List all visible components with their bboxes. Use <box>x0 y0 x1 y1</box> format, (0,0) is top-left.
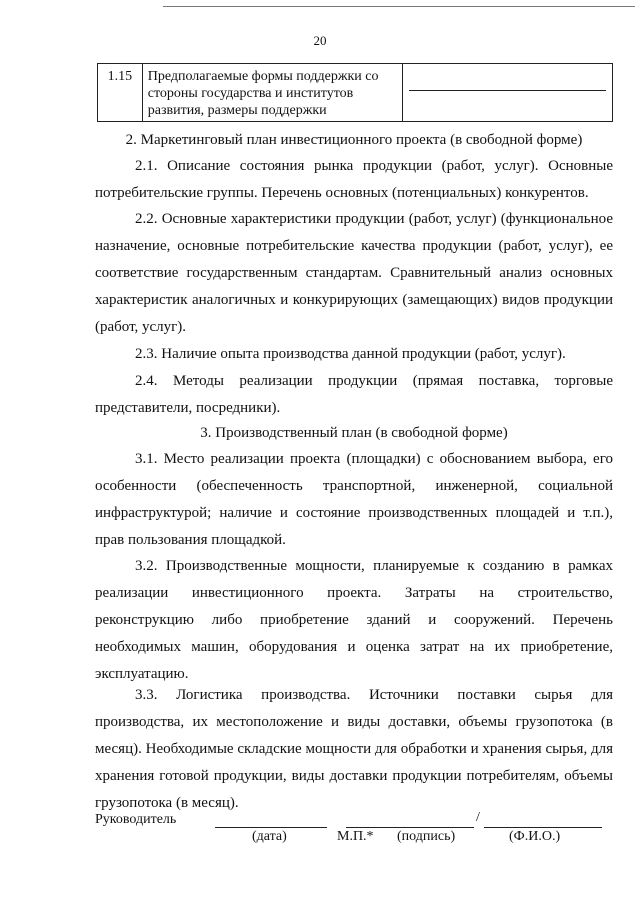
row-number: 1.15 <box>98 64 143 122</box>
slash: / <box>476 810 480 825</box>
section3-paragraph-3: 3.3. Логистика производства. Источники поставки сырья для производства, их местоположение и виды доставки, объемы грузопотока (в месяц). Необходимые складские мощности для обработки и хранения сырья, для хранения готовой продукции, виды доставки продукции потребителям, объемы грузопотока (в месяц). <box>95 687 613 811</box>
section2-paragraph-4: 2.4. Методы реализации продукции (прямая поставка, торговые представители, посредники). <box>95 373 613 416</box>
section2-paragraph-2: 2.2. Основные характеристики продукции (работ, услуг) (функциональное назначение, основные потребительские качества продукции (работ, услуг), ее соответствие государственным стандартам. Сравнительный анализ основных характеристик аналогичных и конкурирующих (замещающих) видов продукции (работ, услуг). <box>95 211 613 335</box>
section2-heading: 2. Маркетинговый план инвестиционного проекта (в свободной форме) <box>125 132 583 148</box>
section3-paragraph-2: 3.2. Производственные мощности, планируемые к созданию в рамках реализации инвестиционного проекта. Затраты на строительство, реконструкцию либо приобретение зданий и сооружений. Перечень необходимых машин, оборудования и оценка затрат на их приобретение, эксплуатацию. <box>95 558 613 682</box>
signature-label: (подпись) <box>397 829 456 844</box>
signature-role: Руководитель <box>95 812 177 827</box>
section2-paragraph-3: 2.3. Наличие опыта производства данной продукции (работ, услуг). <box>135 346 566 362</box>
header-rule <box>163 6 635 7</box>
stamp-label: М.П.* <box>337 829 374 844</box>
row-label: Предполагаемые формы поддержки со стороны государства и институтов развития, размеры поддержки <box>142 64 402 122</box>
name-label: (Ф.И.О.) <box>509 829 561 844</box>
section2-paragraph-1: 2.1. Описание состояния рынка продукции (работ, услуг). Основные потребительские группы. Перечень основных (потенциальных) конкурентов. <box>95 158 613 201</box>
section3-paragraph-1: 3.1. Место реализации проекта (площадки) с обоснованием выбора, его особенности (обеспеченность транспортной, инженерной, социальной инфраструктурой; наличие и состояние производственных площадей и т.п.), прав пользования площадкой. <box>95 451 613 548</box>
page-number: 20 <box>313 33 327 48</box>
value-divider <box>409 90 606 91</box>
signature-line <box>346 827 474 828</box>
table-row <box>98 64 613 122</box>
section3-heading: 3. Производственный план (в свободной форме) <box>200 425 508 441</box>
form-table <box>97 63 613 122</box>
name-line <box>484 827 602 828</box>
date-line <box>215 827 327 828</box>
row-value-cell <box>402 64 612 122</box>
date-label: (дата) <box>252 829 287 844</box>
